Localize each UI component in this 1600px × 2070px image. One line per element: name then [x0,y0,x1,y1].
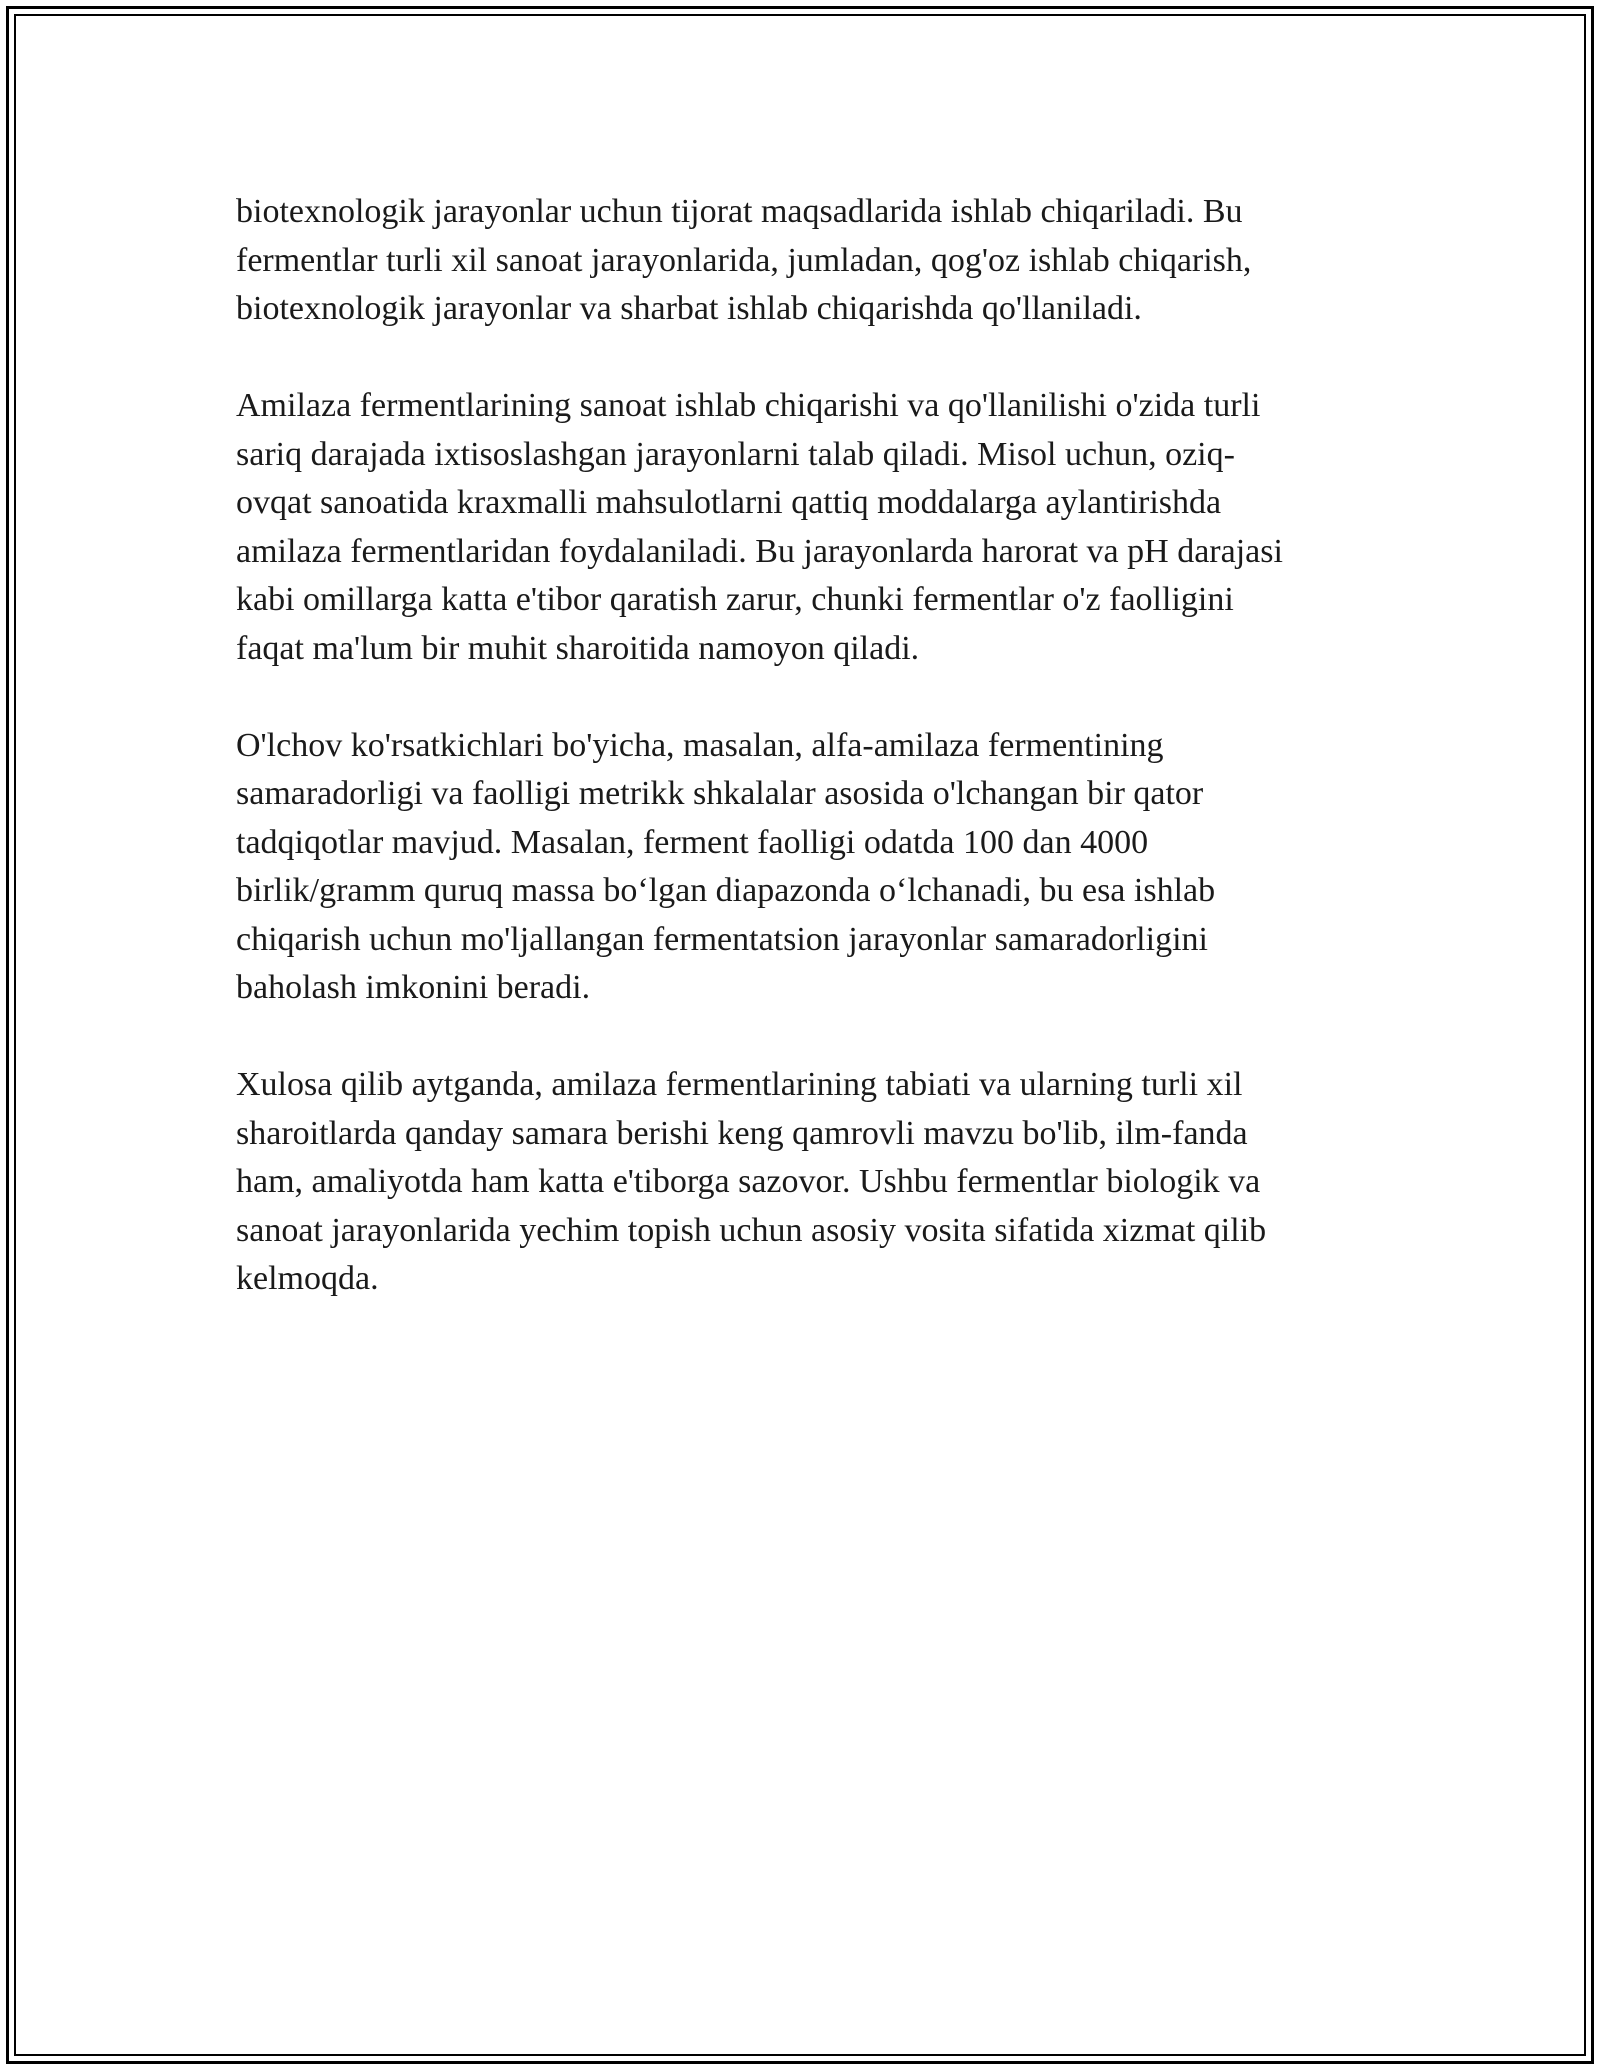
paragraph-2: Amilaza fermentlarining sanoat ishlab chiqarishi va qo'llanilishi o'zida turli sariq darajada ixtisoslashgan jarayonlarni talab qiladi. Misol uchun, oziq- ovqat sanoatida kraxmalli mahsulotlarni qattiq moddalarga aylantirishda amilaza fermentlaridan foydalaniladi. Bu jarayonlarda harorat va pH darajasi kabi omillarga katta e'tibor qaratish zarur, chunki fermentlar o'z faolligini faqat ma'lum bir muhit sharoitida namoyon qiladi. [236,387,1283,667]
paragraph-3: O'lchov ko'rsatkichlari bo'yicha, masalan, alfa-amilaza fermentining samaradorligi va faolligi metrikk shkalalar asosida o'lchangan bir qator tadqiqotlar mavjud. Masalan, ferment faolligi odatda 100 dan 4000 birlik/gramm quruq massa bo‘lgan diapazonda o‘lchanadi, bu esa ishlab chiqarish uchun mo'ljallangan fermentatsion jarayonlar samaradorligini baholash imkonini beradi. [236,726,1216,1006]
document-body [236,188,1386,1352]
paragraph-1: biotexnologik jarayonlar uchun tijorat maqsadlarida ishlab chiqariladi. Bu fermentlar turli xil sanoat jarayonlarida, jumladan, qog'oz ishlab chiqarish, biotexnologik jarayonlar va sharbat ishlab chiqarishda qo'llaniladi. [236,193,1252,327]
paragraph-4: Xulosa qilib aytganda, amilaza fermentlarining tabiati va ularning turli xil sharoitlarda qanday samara berishi keng qamrovli mavzu bo'lib, ilm-fanda ham, amaliyotda ham katta e'tiborga sazovor. Ushbu fermentlar biologik va sanoat jarayonlarida yechim topish uchun asosiy vosita sifatida xizmat qilib kelmoqda. [236,1066,1267,1297]
